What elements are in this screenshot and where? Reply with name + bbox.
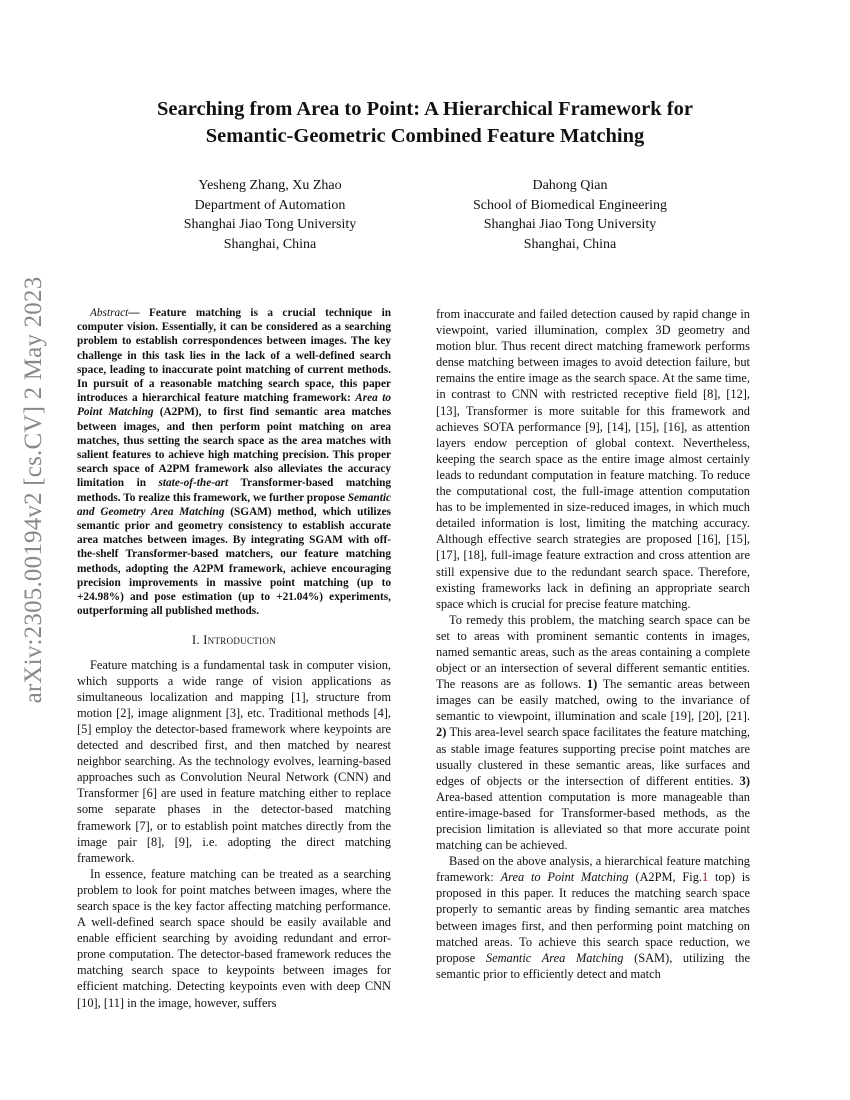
sgam-term: Semantic and Geometry Area Matching	[77, 491, 391, 518]
author-city: Shanghai, China	[223, 236, 317, 252]
author-university: Shanghai Jiao Tong University	[483, 217, 657, 232]
intro-paragraph: Feature matching is a fundamental task in computer vision, which supports a wide range of vision applications as simultaneous localization and mapping [1], structure from motion [2], image alignment [3], etc. Traditional methods [4], [5] employ the detector-based framework where keypoints are detected and described first, and then matched by nearest neighbor searching. As the technology evolves, learning-based approaches such as Convolution Neural Network (CNN) and Transformer [6] are used in feature matching either to replace some separate phases in the detector-based matching framework [7], or to establish point matches directly from the image pair [8], [9], i.e. adopting the direct matching framework.	[77, 657, 391, 865]
a2pm-term: Area to Point Matching	[77, 392, 391, 419]
abstract: Abstract— Feature matching is a crucial technique in computer vision. Essentially, it can be considered as a searching problem to establish correspondences between images. The key challenge in this task lies in the lack of a well-defined search space, leading to inaccurate point matching of current methods. In pursuit of a reasonable matching search space, this paper introduces a hierarchical feature matching framework: Area to Point Matching (A2PM), to first find semantic area matches between images, and then perform point matching on area matches, thus setting the search space as the area matches with salient features to achieve high matching precision. This proper search space of A2PM framework also alleviates the accuracy limitation in state-of-the-art Transformer-based matching methods. To realize this framework, we further propose Semantic and Geometry Area Matching (SGAM) method, which utilizes semantic prior and geometry consistency to establish accurate area matches between images. By integrating SGAM with off-the-shelf Transformer-based matchers, our feature matching methods, adopting the A2PM framework, achieve encouraging precision improvements in massive point matching (up to +24.98%) and pose estimation (up to +21.04%) experiments, outperforming all published methods.	[77, 307, 392, 618]
arxiv-sidebar	[4, 276, 64, 704]
author-block-2	[440, 176, 700, 254]
left-column	[77, 306, 391, 1011]
a2pm-term: Area to Point Matching	[500, 870, 629, 885]
author-department: School of Biomedical Engineering	[472, 197, 667, 213]
figure-reference-link[interactable]: 1	[702, 870, 709, 885]
body-paragraph: To remedy this problem, the matching search space can be set to areas with prominent semantic contents in images, named semantic areas, such as the areas containing a complete object or an intersection of several different semantic entities. The reasons are as follows. 1) The semantic areas between images can be easily matched, owing to the invariance of semantic to viewpoint, illumination and scale [19], [20], [21]. 2) This area-level search space facilitates the feature matching, as stable image features supporting precise point matches are usually clustered in these semantic areas, like surfaces and edges of objects or the intersection of different entities. 3) Area-based attention computation is more manageable than entire-image-based for Transformer-based methods, as the precision limitation is alleviated so that more accurate point matching can be achieved.	[436, 612, 750, 853]
right-column	[436, 306, 750, 982]
sam-term: Semantic Area Matching	[485, 950, 624, 965]
author-names: Dahong Qian	[532, 178, 608, 193]
author-city: Shanghai, China	[523, 236, 617, 252]
title-line-2: Semantic-Geometric Combined Feature Matching	[205, 125, 645, 147]
intro-paragraph: In essence, feature matching can be treated as a searching problem to look for point matches between images, where the search space is the key factor affecting matching performance. A well-defined search space should be easily available and enable efficient searching by avoiding redundant and error-prone computation. The detector-based framework reduces the matching search space to keypoints between images for efficient matching. Detecting keypoints even with deep CNN [10], [11] in the image, however, suffers	[77, 866, 391, 1010]
paper-title	[60, 96, 790, 150]
author-block-1	[150, 176, 390, 254]
author-department: Department of Automation	[194, 197, 346, 213]
author-names: Yesheng Zhang, Xu Zhao	[198, 178, 342, 193]
author-university: Shanghai Jiao Tong University	[183, 217, 357, 232]
body-paragraph: Based on the above analysis, a hierarchical feature matching framework: Area to Point Matching (A2PM, Fig.1 top) is proposed in this paper. It reduces the matching search space properly to semantic areas by finding semantic area matches between images first, and then performing point matching on matched areas. To achieve this search space reduction, we propose Semantic Area Matching (SAM), utilizing the semantic prior to efficiently detect and match	[436, 854, 750, 981]
abstract-label: Abstract	[90, 307, 129, 319]
title-line-1: Searching from Area to Point: A Hierarchical Framework for	[157, 98, 693, 120]
body-paragraph: from inaccurate and failed detection caused by rapid change in viewpoint, varied illumination, complex 3D geometry and motion blur. Thus recent direct matching framework performs dense matching between images to avoid detection failure, but remains the entire image as the search space. At the same time, in contrast to CNN with restricted receptive field [8], [12], [13], Transformer is more suitable for this framework and achieves SOTA performance [9], [14], [15], [16], as attention layers endow perception of global context. Nevertheless, keeping the search space as the entire image almost certainly leads to redundant computation in feature matching. To reduce the computational cost, the full-image attention computation has to be implemented in size-reduced images, in which much detailed information is lost, limiting the matching accuracy. Although effective search strategies are proposed [16], [15], [17], [18], full-image feature extraction and cross attention are still expensive due to the redundant search space. Therefore, existing frameworks lack in defining an appropriate search space which is crucial for precise feature matching.	[436, 307, 750, 611]
arxiv-identifier: arXiv:2305.00194v2 [cs.CV] 2 May 2023	[20, 276, 47, 704]
sota-term: state-of-the-art	[158, 477, 229, 490]
section-heading-introduction: I. Introduction	[192, 633, 276, 648]
